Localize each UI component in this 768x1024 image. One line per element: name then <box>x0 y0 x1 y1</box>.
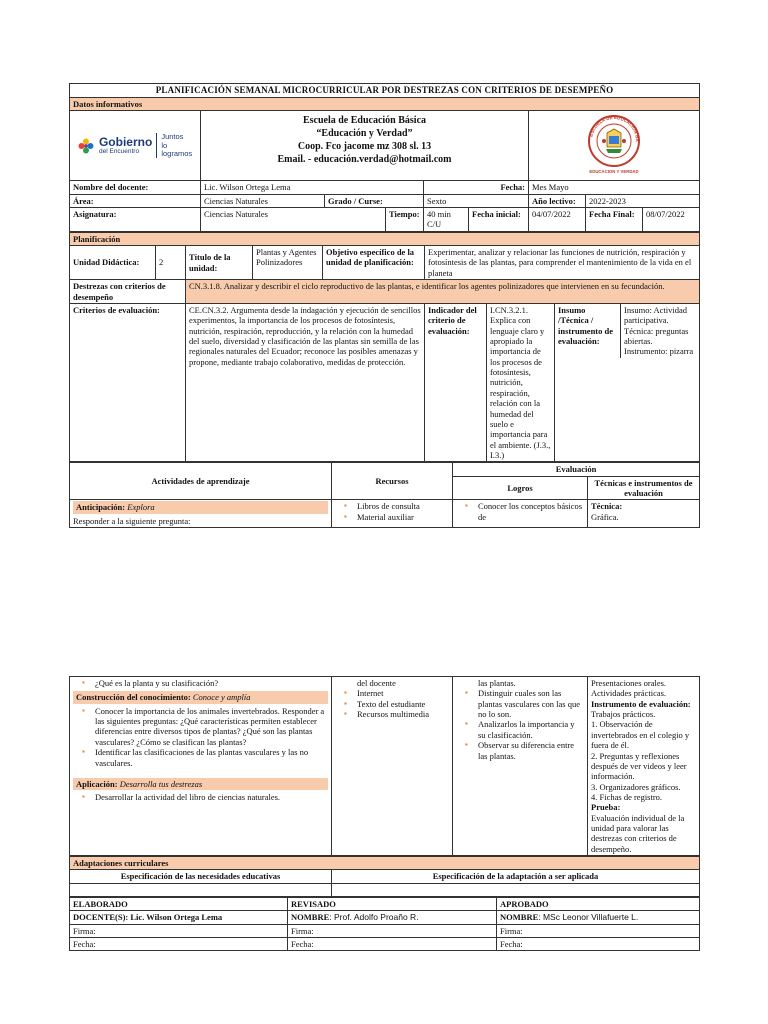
actividades-cell-1 <box>70 500 332 528</box>
aprobado-nombre: NOMBRE: MSc Leonor Villafuerte L. <box>497 911 700 924</box>
indicador-value: I.CN.3.2.1. Explica con lenguaje claro y apropiado la importancia de los procesos de fotosíntesis, nutrición, respiración, relación con la humedad del suelo e importancia para el ambiente. (J.3., I.3.) <box>487 303 555 461</box>
actividades-table <box>69 462 700 528</box>
datos-informativos-header: Datos informativos <box>70 97 700 110</box>
col-logros: Logros <box>453 476 588 500</box>
school-address: Coop. Fco jacome mz 308 sl. 13 <box>297 141 432 153</box>
planning-sheet-part-1 <box>69 83 699 528</box>
construccion-band: Construcción del conocimiento: Conoce y amplía <box>73 691 328 703</box>
gobierno-logo <box>70 111 201 181</box>
col-actividades: Actividades de aprendizaje <box>70 463 332 500</box>
logro-item: ▪ Analizarlos la importancia y su clasificación. <box>478 719 584 740</box>
grado-label: Grado / Curse: <box>325 194 424 207</box>
logro-item: ▪ Conocer los conceptos básicos de <box>478 501 584 522</box>
tecnica-line: Presentaciones orales. <box>591 678 667 688</box>
elaborado-header: ELABORADO <box>70 897 288 910</box>
criterios-value: CE.CN.3.2. Argumenta desde la indagación y ejecución de sencillos experimentos, la importancia de los procesos de fotosíntesis, nutrición, respiración, reproducción, y la relación con la humedad del suelo, diversidad y clasificación de las plantas sin semilla de las regionales naturales del Ecuador; reconoce las posibles amenazas y propone, mediante trabajo colaborativo, medidas de protección. <box>186 303 425 461</box>
recurso-item: ▪ Libros de consulta <box>357 501 449 511</box>
fecha-label: Fecha: <box>424 181 529 194</box>
svg-text:EDUCACION Y VERDAD: EDUCACION Y VERDAD <box>589 169 639 175</box>
aprobado-header: APROBADO <box>497 897 700 910</box>
prueba-value: Evaluación individual de la unidad para valorar las destrezas con criterios de desempeño. <box>591 812 685 854</box>
gobierno-tagline: Juntos lo logramos <box>156 133 193 158</box>
titulo-value: Plantas y Agentes Polinizadores <box>253 246 323 280</box>
adaptaciones-cell <box>332 883 700 896</box>
actividad-item: ▪ Desarrollar la actividad del libro de ciencias naturales. <box>95 792 328 802</box>
recurso-item: ▪ Recursos multimedia <box>357 709 449 719</box>
school-seal-icon <box>584 113 644 175</box>
aplicacion-band: Aplicación: Desarrolla tus destrezas <box>73 778 328 790</box>
tecnicas-cell-2 <box>588 677 700 856</box>
objetivo-value: Experimentar, analizar y relacionar las funciones de nutrición, respiración y fotosíntesis de las plantas, para comprender el mantenimiento de la vida en el planeta <box>425 246 700 280</box>
revisado-header: REVISADO <box>288 897 497 910</box>
header-table <box>69 83 700 232</box>
logro-item: ▪ Distinguir cuales son las plantas vasculares con las que no lo son. <box>478 688 584 719</box>
insumo-value: Insumo: Actividad participativa. Técnica: preguntas abiertas. Instrumento: pizarra <box>624 304 694 357</box>
area-label: Área: <box>70 194 201 207</box>
destrezas-value: CN.3.1.8. Analizar y describir el ciclo reproductivo de las plantas, e identificar los agentes polinizadores que intervienen en su fecundación. <box>186 280 700 304</box>
school-motto: “Educación y Verdad” <box>316 128 413 140</box>
criterios-label: Criterios de evaluación: <box>70 303 186 461</box>
firma-field: Firma: <box>288 924 497 937</box>
asignatura-label: Asignatura: <box>70 208 201 232</box>
prueba-label: Prueba: <box>591 802 621 813</box>
logro-cont: las plantas. <box>478 678 516 688</box>
asignatura-value: Ciencias Naturales <box>201 208 386 232</box>
tiempo-label: Tiempo: <box>386 208 424 232</box>
tecnica-list-item: 4. Fichas de registro. <box>591 791 663 802</box>
anticipacion-text: Responder a la siguiente pregunta: <box>73 515 191 526</box>
instrumento-block: Instrumento de evaluación: Trabajos prácticos. <box>591 698 691 720</box>
firma-field: Firma: <box>70 924 288 937</box>
adaptaciones-cell <box>70 883 332 896</box>
adaptaciones-col2: Especificación de la adaptación a ser aplicada <box>332 870 700 883</box>
recurso-item: ▪ Internet <box>357 688 449 698</box>
logros-cell-1 <box>453 500 588 528</box>
school-seal <box>529 111 700 181</box>
school-name: Escuela de Educación Básica <box>302 115 427 127</box>
actividades-table-cont <box>69 676 700 856</box>
actividad-item: ▪ Conocer la importancia de los animales invertebrados. Responder a las siguientes preguntas: ¿Qué características permiten establecer diferencias entre diversos tipos de plantas? ¿Qué son las plantas vasculares? ¿Cómo se clasifican las plantas? <box>95 706 328 747</box>
school-email: Email. - educación.verdad@hotmail.com <box>277 154 452 166</box>
recurso-item: ▪ Texto del estudiante <box>357 699 449 709</box>
school-info <box>201 111 529 181</box>
svg-text:ESCUELA DE EDUCACIÓN BÁSICA: ESCUELA DE EDUCACIÓN BÁ <box>588 115 641 143</box>
anticipacion-band: Anticipación: Explora <box>73 501 328 513</box>
actividad-item: ▪ ¿Qué es la planta y su clasificación? <box>95 678 328 688</box>
docente-value: Lic. Wilson Ortega Lema <box>201 181 424 194</box>
fecha-field: Fecha: <box>288 937 497 950</box>
logros-cell-2 <box>453 677 588 856</box>
fecha-value: Mes Mayo <box>529 181 700 194</box>
planning-sheet-part-2 <box>69 676 699 951</box>
tecnica-list-item: 3. Organizadores gráficos. <box>591 781 681 792</box>
elaborado-docente: DOCENTE(S): Lic. Wilson Ortega Lema <box>70 911 288 924</box>
anio-value: 2022-2023 <box>586 194 700 207</box>
revisado-nombre: NOMBRE: Prof. Adolfo Proaño R. <box>288 911 497 924</box>
adaptaciones-header: Adaptaciones curriculares <box>70 857 700 870</box>
fecha-inicial-value: 04/07/2022 <box>529 208 586 232</box>
planificacion-header: Planificación <box>70 232 700 245</box>
planificacion-table <box>69 232 700 463</box>
recursos-cell-2 <box>332 677 453 856</box>
tecnica-list-item: 1. Observación de invertebrados en el colegio y fuera de él. <box>591 719 690 751</box>
firma-field: Firma: <box>497 924 700 937</box>
indicador-label: Indicador del criterio de evaluación: <box>425 303 487 461</box>
anio-label: Año lectivo: <box>529 194 586 207</box>
actividades-cell-2 <box>70 677 332 856</box>
recursos-cell-1 <box>332 500 453 528</box>
insumo-label: Insumo /Técnica / instrumento de evaluación: <box>555 304 621 358</box>
objetivo-label: Objetivo específico de la unidad de planificación: <box>323 246 425 280</box>
tecnicas-cell-1: Técnica: Gráfica. <box>588 500 700 528</box>
gobierno-word: Gobierno <box>98 134 153 149</box>
adaptaciones-table <box>69 856 700 897</box>
tecnica-list-item: 2. Preguntas y reflexiones después de ver videos y leer información. <box>591 750 687 782</box>
col-evaluacion: Evaluación <box>453 463 700 476</box>
grado-value: Sexto <box>424 194 529 207</box>
tecnica-line: Actividades prácticas. <box>591 688 667 699</box>
insumo-cell <box>555 303 700 461</box>
adaptaciones-col1: Especificación de las necesidades educativas <box>70 870 332 883</box>
titulo-label: Título de la unidad: <box>186 246 253 280</box>
fecha-field: Fecha: <box>70 937 288 950</box>
area-value: Ciencias Naturales <box>201 194 325 207</box>
tiempo-value: 40 min C/U <box>424 208 469 232</box>
fecha-field: Fecha: <box>497 937 700 950</box>
unidad-value: 2 <box>156 246 186 280</box>
document-title: PLANIFICACIÓN SEMANAL MICROCURRICULAR POR DESTREZAS CON CRITERIOS DE DESEMPEÑO <box>70 84 700 98</box>
fecha-final-value: 08/07/2022 <box>643 208 700 232</box>
actividad-item: ▪ Identificar las clasificaciones de las plantas vasculares y las no vasculares. <box>95 747 328 768</box>
firmas-table <box>69 897 700 951</box>
destrezas-label: Destrezas con criterios de desempeño <box>70 280 186 304</box>
gobierno-flower-icon <box>77 136 95 156</box>
recurso-cont: del docente <box>357 678 396 688</box>
col-tecnicas: Técnicas e instrumentos de evaluación <box>588 476 700 500</box>
docente-label: Nombre del docente: <box>70 181 201 194</box>
logro-item: ▪ Observar su diferencia entre las plantas. <box>478 740 584 761</box>
fecha-inicial-label: Fecha inicial: <box>469 208 529 232</box>
unidad-label: Unidad Didáctica: <box>70 246 156 280</box>
fecha-final-label: Fecha Final: <box>586 208 643 232</box>
gobierno-sub: del Encuentro <box>98 147 140 155</box>
recurso-item: ▪ Material auxiliar <box>357 512 449 522</box>
col-recursos: Recursos <box>332 463 453 500</box>
